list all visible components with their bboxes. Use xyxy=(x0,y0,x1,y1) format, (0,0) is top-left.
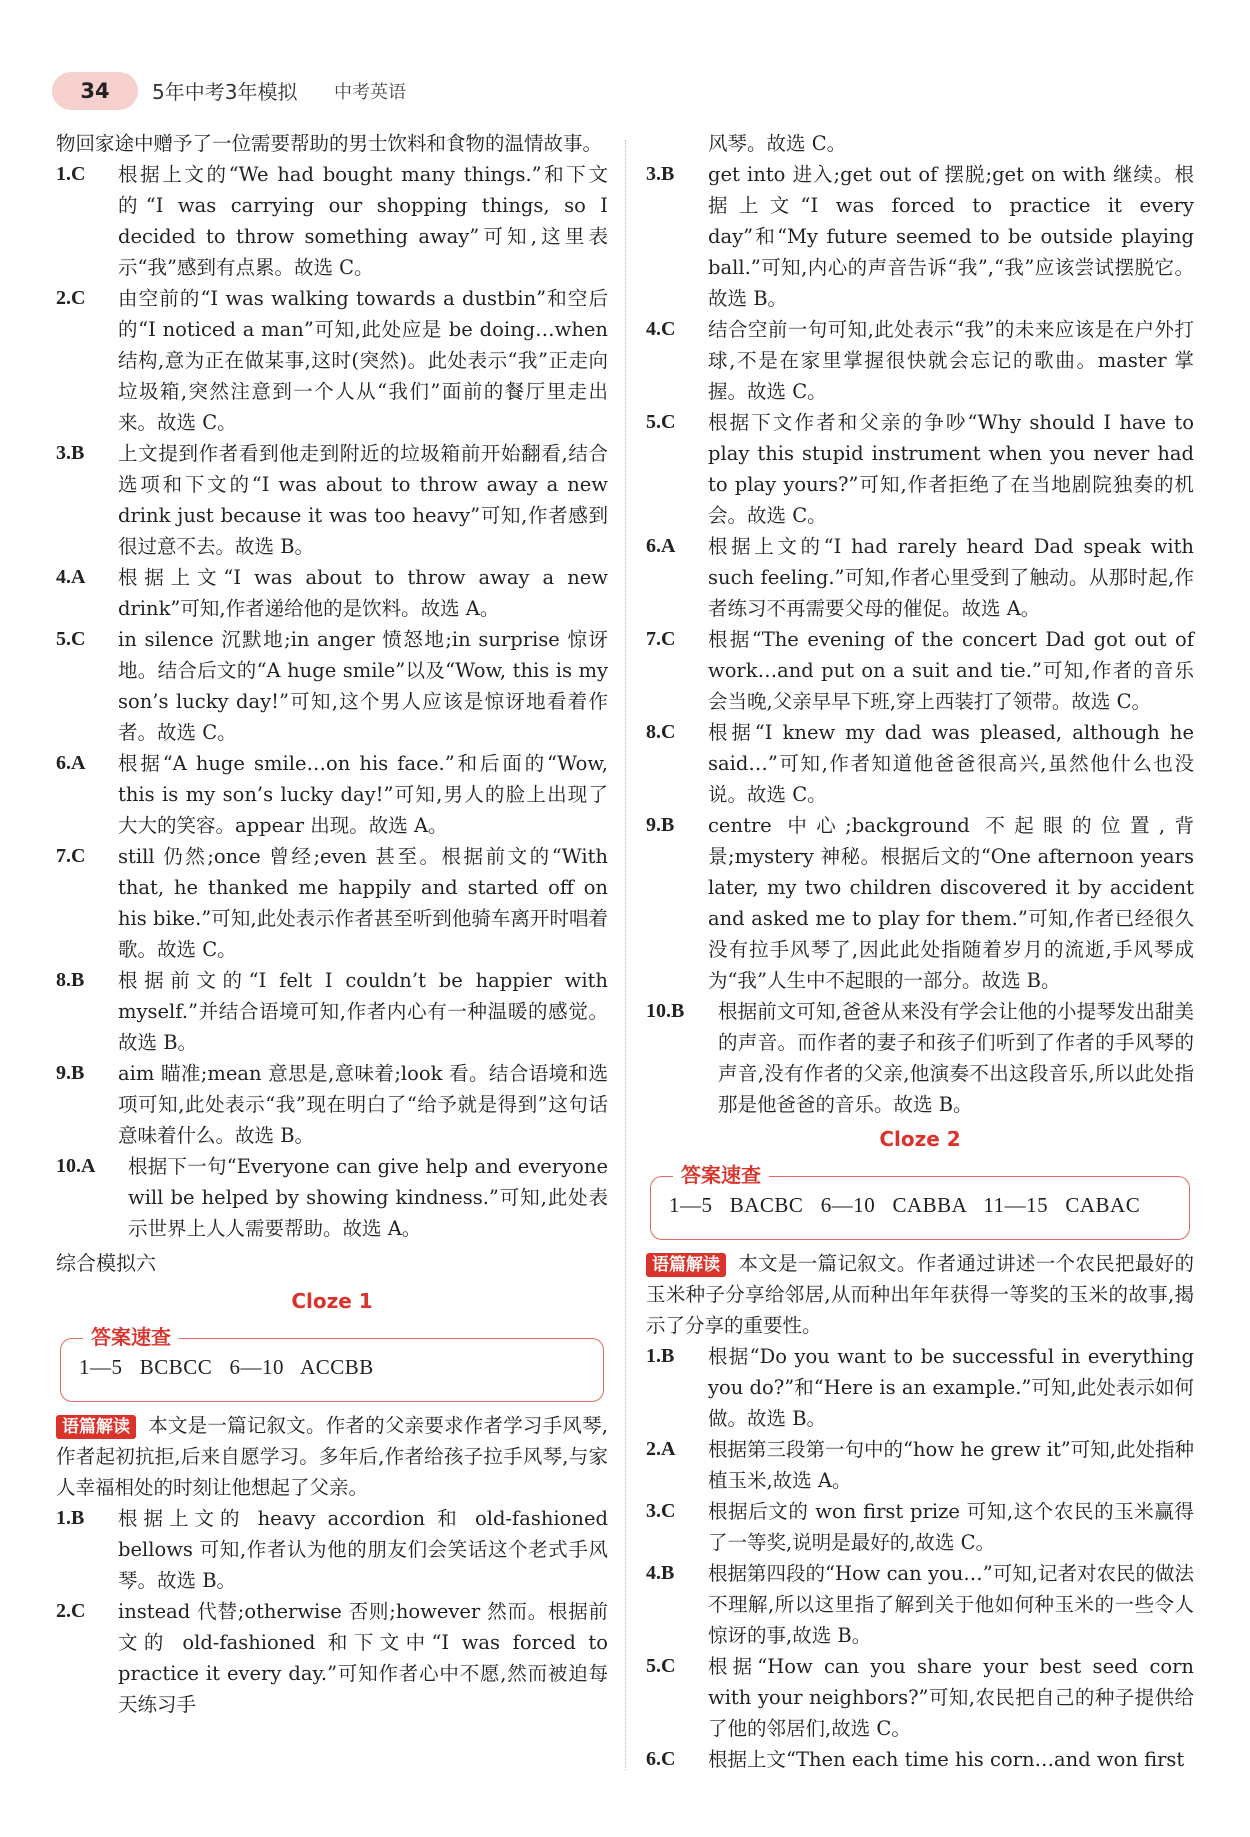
item-number: 6.C xyxy=(646,1748,676,1770)
answer-item xyxy=(56,1503,608,1596)
page-number: 34 xyxy=(52,72,138,110)
answer-label: 答案速查 xyxy=(83,1321,179,1353)
cloze-1-title: Cloze 1 xyxy=(291,1289,373,1313)
answer-item xyxy=(646,1341,1194,1434)
item-number: 6.A xyxy=(56,752,86,774)
cloze-2-title: Cloze 2 xyxy=(879,1127,961,1151)
item-explanation: 根据“How can you share your best seed corn with your neighbors?”可知,农民把自己的种子提供给了他的邻居们,故选 C。 xyxy=(708,1655,1194,1740)
item-number: 4.A xyxy=(56,566,86,588)
reading-paragraph xyxy=(56,1410,608,1503)
item-number: 3.B xyxy=(56,442,85,464)
item-number: 2.C xyxy=(56,1600,86,1622)
answer-item xyxy=(646,1434,1194,1496)
answer-item xyxy=(56,159,608,283)
answer-item xyxy=(56,841,608,965)
item-number: 6.A xyxy=(646,535,676,557)
item-number: 5.C xyxy=(646,1655,676,1677)
answer-item xyxy=(646,1558,1194,1651)
answer-item xyxy=(56,624,608,748)
item-explanation: aim 瞄准;mean 意思是,意味着;look 看。结合语境和选项可知,此处表示“我”现在明白了“给予就是得到”这句话意味着什么。故选 B。 xyxy=(118,1062,608,1147)
answer-item xyxy=(56,1058,608,1151)
reading-tag: 语篇解读 xyxy=(56,1415,136,1439)
item-number: 3.C xyxy=(646,1500,676,1522)
item-explanation: 由空前的“I was walking towards a dustbin”和空后的“I noticed a man”可知,此处应是 be doing…when 结构,意为正在做某事,这时(突然)。此处表示“我”正走向垃圾箱,突然注意到一个人从“我们”面前的餐厅里走出来。故选 C。 xyxy=(118,287,608,434)
item-number: 4.B xyxy=(646,1562,675,1584)
item-explanation: 根据上文“I was about to throw away a new drink”可知,作者递给他的是饮料。故选 A。 xyxy=(118,566,608,620)
item-explanation: 结合空前一句可知,此处表示“我”的未来应该是在户外打球,不是在家里掌握很快就会忘记的歌曲。master 掌握。故选 C。 xyxy=(708,318,1194,403)
item-number: 2.A xyxy=(646,1438,676,1460)
answer-label: 答案速查 xyxy=(673,1159,769,1191)
reading-text: 本文是一篇记叙文。作者的父亲要求作者学习手风琴,作者起初抗拒,后来自愿学习。多年后,作者给孩子拉手风琴,与家人幸福相处的时刻让他想起了父亲。 xyxy=(56,1414,608,1499)
answer-item xyxy=(646,1651,1194,1744)
right-items-b xyxy=(646,1341,1194,1775)
section-heading: 综合模拟六 xyxy=(56,1251,156,1275)
answer-item xyxy=(56,748,608,841)
item-explanation: 根据“The evening of the concert Dad got out of work…and put on a suit and tie.”可知,作者的音乐会当晚,父亲早早下班,穿上西装打了领带。故选 C。 xyxy=(708,628,1194,713)
answer-item xyxy=(56,438,608,562)
answer-item xyxy=(56,1151,608,1244)
answer-item xyxy=(646,1496,1194,1558)
answer-item xyxy=(56,965,608,1058)
answer-item xyxy=(646,159,1194,314)
item-explanation: instead 代替;otherwise 否则;however 然而。根据前文的 old-fashioned 和下文中“I was forced to practice it every day.”可知作者心中不愿,然而被迫每天练习手 xyxy=(118,1600,608,1716)
answer-values: 1—5 BACBC 6—10 CABBA 11—15 CABAC xyxy=(669,1193,1141,1217)
answer-box-2 xyxy=(650,1163,1190,1240)
item-number: 7.C xyxy=(56,845,86,867)
answer-item xyxy=(646,810,1194,996)
answer-item xyxy=(56,1596,608,1720)
item-explanation: 根据“Do you want to be successful in everything you do?”和“Here is an example.”可知,此处表示如何做。故选 B。 xyxy=(708,1345,1194,1430)
answer-box-1 xyxy=(60,1325,604,1402)
item-number: 10.A xyxy=(56,1155,96,1177)
item-explanation: 根据下文作者和父亲的争吵“Why should I have to play this stupid instrument when you never had to play yours?”可知,作者拒绝了在当地剧院独奏的机会。故选 C。 xyxy=(708,411,1194,527)
item-explanation: 根据前文的“I felt I couldn’t be happier with myself.”并结合语境可知,作者内心有一种温暖的感觉。故选 B。 xyxy=(118,969,608,1054)
item-explanation: 根据“A huge smile…on his face.”和后面的“Wow, this is my son’s lucky day!”可知,男人的脸上出现了大大的笑容。appear 出现。故选 A。 xyxy=(118,752,608,837)
left-items-b xyxy=(56,1503,608,1720)
item-explanation: 根据上文“Then each time his corn…and won first xyxy=(708,1748,1185,1771)
left-column xyxy=(56,128,608,1720)
reading-text: 本文是一篇记叙文。作者通过讲述一个农民把最好的玉米种子分享给邻居,从而种出年年获得一等奖的玉米的故事,揭示了分享的重要性。 xyxy=(646,1252,1194,1337)
continued-text: 风琴。故选 C。 xyxy=(708,132,847,155)
answer-values: 1—5 BCBCC 6—10 ACCBB xyxy=(79,1355,374,1379)
item-explanation: 根据上文的“I had rarely heard Dad speak with such feeling.”可知,作者心里受到了触动。从那时起,作者练习不再需要父母的催促。故选 A。 xyxy=(708,535,1194,620)
answer-item xyxy=(646,996,1194,1120)
right-column xyxy=(646,128,1194,1775)
item-number: 4.C xyxy=(646,318,676,340)
item-number: 9.B xyxy=(56,1062,85,1084)
item-explanation: centre 中心;background 不起眼的位置,背景;mystery 神秘。根据后文的“One afternoon years later, my two children discovered it by accident and asked me to play for them.”可知,作者已经很久没有拉手风琴了,因此此处指随着岁月的流逝,手风琴成为“我”人生中不起眼的一部分。故选 B。 xyxy=(708,814,1194,992)
answer-item xyxy=(646,531,1194,624)
item-explanation: 根据“I knew my dad was pleased, although he said…”可知,作者知道他爸爸很高兴,虽然他什么也没说。故选 C。 xyxy=(708,721,1194,806)
reading-paragraph xyxy=(646,1248,1194,1341)
item-explanation: 根据第三段第一句中的“how he grew it”可知,此处指种植玉米,故选 A。 xyxy=(708,1438,1194,1492)
column-divider xyxy=(625,140,626,1770)
item-number: 8.B xyxy=(56,969,85,991)
item-number: 1.B xyxy=(646,1345,675,1367)
intro-paragraph: 物回家途中赠予了一位需要帮助的男士饮料和食物的温情故事。 xyxy=(56,132,603,155)
subject-label: 中考英语 xyxy=(334,82,406,103)
reading-tag: 语篇解读 xyxy=(646,1253,726,1277)
answer-item xyxy=(646,624,1194,717)
item-explanation: 上文提到作者看到他走到附近的垃圾箱前开始翻看,结合选项和下文的“I was about to throw away a new drink just because it was too heavy”可知,作者感到很过意不去。故选 B。 xyxy=(118,442,608,558)
right-items-a xyxy=(646,159,1194,1120)
item-number: 10.B xyxy=(646,1000,685,1022)
item-number: 5.C xyxy=(56,628,86,650)
item-explanation: get into 进入;get out of 摆脱;get on with 继续。根据上文“I was forced to practice it every day”和“My future seemed to be outside playing ball.”可知,内心的声音告诉“我”,“我”应该尝试摆脱它。故选 B。 xyxy=(708,163,1194,310)
item-number: 1.C xyxy=(56,163,86,185)
item-explanation: 根据上文的“We had bought many things.”和下文的“I was carrying our shopping things, so I decided to throw something away”可知,这里表示“我”感到有点累。故选 C。 xyxy=(118,163,608,279)
answer-item xyxy=(646,407,1194,531)
item-number: 7.C xyxy=(646,628,676,650)
answer-item xyxy=(646,314,1194,407)
answer-item xyxy=(646,1744,1194,1775)
book-title: 5年中考3年模拟 xyxy=(152,80,298,104)
item-explanation: in silence 沉默地;in anger 愤怒地;in surprise 惊讶地。结合后文的“A huge smile”以及“Wow, this is my son’s lucky day!”可知,这个男人应该是惊讶地看着作者。故选 C。 xyxy=(118,628,608,744)
item-number: 9.B xyxy=(646,814,675,836)
item-explanation: 根据第四段的“How can you…”可知,记者对农民的做法不理解,所以这里指了解到关于他如何种玉米的一些令人惊讶的事,故选 B。 xyxy=(708,1562,1194,1647)
left-items-a xyxy=(56,159,608,1244)
answer-item xyxy=(646,717,1194,810)
answer-item xyxy=(56,562,608,624)
page-header xyxy=(52,70,1202,112)
item-number: 8.C xyxy=(646,721,676,743)
item-explanation: still 仍然;once 曾经;even 甚至。根据前文的“With that, he thanked me happily and started off on his bike.”可知,此处表示作者甚至听到他骑车离开时唱着歌。故选 C。 xyxy=(118,845,608,961)
item-number: 1.B xyxy=(56,1507,85,1529)
item-explanation: 根据前文可知,爸爸从来没有学会让他的小提琴发出甜美的声音。而作者的妻子和孩子们听到了作者的手风琴的声音,没有作者的父亲,他演奏不出这段音乐,所以此处指那是他爸爸的音乐。故选 B。 xyxy=(718,1000,1194,1116)
item-explanation: 根据上文的 heavy accordion 和 old-fashioned bellows 可知,作者认为他的朋友们会笑话这个老式手风琴。故选 B。 xyxy=(118,1507,608,1592)
item-number: 2.C xyxy=(56,287,86,309)
item-explanation: 根据下一句“Everyone can give help and everyone will be helped by showing kindness.”可知,此处表示世界上人人需要帮助。故选 A。 xyxy=(128,1155,608,1240)
item-number: 3.B xyxy=(646,163,675,185)
item-explanation: 根据后文的 won first prize 可知,这个农民的玉米赢得了一等奖,说明是最好的,故选 C。 xyxy=(708,1500,1194,1554)
answer-item xyxy=(56,283,608,438)
item-number: 5.C xyxy=(646,411,676,433)
